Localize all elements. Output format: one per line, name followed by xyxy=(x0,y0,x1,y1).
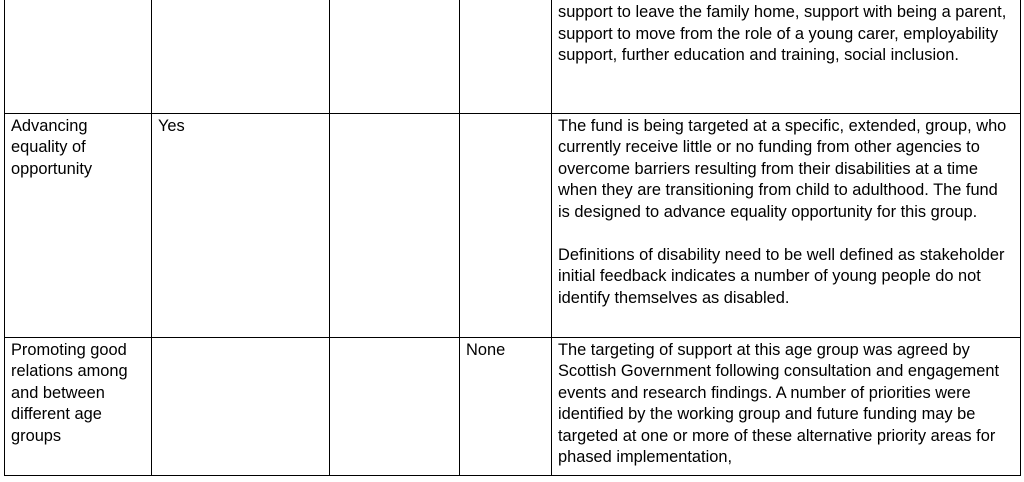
comments-cell xyxy=(552,0,1021,113)
impact-column-cell xyxy=(460,0,552,113)
comment-paragraph: The fund is being targeted at a specific, extended, group, who currently receive little or no funding from other agencies to overcome barriers resulting from their disabilities at a time when they are transitioning from child to adulthood. The fund is designed to advance equality opportunity for this group. xyxy=(558,116,1007,221)
yes-column-cell: Yes xyxy=(152,113,330,337)
impact-column-cell xyxy=(460,113,552,337)
table-row xyxy=(5,113,1021,337)
table-row xyxy=(5,0,1021,113)
comment-paragraph: The targeting of support at this age group was agreed by Scottish Government following consultation and engagement events and research findings. A number of priorities were identified by the working group and future funding may be targeted at one or more of these alternative priority areas for phased implementation, xyxy=(558,340,999,466)
equality-assessment-table xyxy=(4,0,1021,476)
yes-column-cell xyxy=(152,0,330,113)
comments-cell xyxy=(552,337,1021,475)
no-column-cell xyxy=(330,337,460,475)
comment-paragraph: support to leave the family home, support with being a parent, support to move from the role of a young carer, employability support, further education and training, social inclusion. xyxy=(558,3,1007,64)
criterion-cell xyxy=(5,337,152,475)
criterion-cell xyxy=(5,113,152,337)
criterion-label: Advancing equality of opportunity xyxy=(11,116,93,178)
no-column-cell xyxy=(330,113,460,337)
comment-paragraph: Definitions of disability need to be well defined as stakeholder initial feedback indicates a number of young people do not identify themselves as disabled. xyxy=(558,245,1005,307)
yes-column-cell xyxy=(152,337,330,475)
impact-column-cell: None xyxy=(460,337,552,475)
no-column-cell xyxy=(330,0,460,113)
criterion-label: Promoting good relations among and between different age groups xyxy=(11,340,128,445)
table-row xyxy=(5,337,1021,475)
comments-cell xyxy=(552,113,1021,337)
criterion-cell xyxy=(5,0,152,113)
